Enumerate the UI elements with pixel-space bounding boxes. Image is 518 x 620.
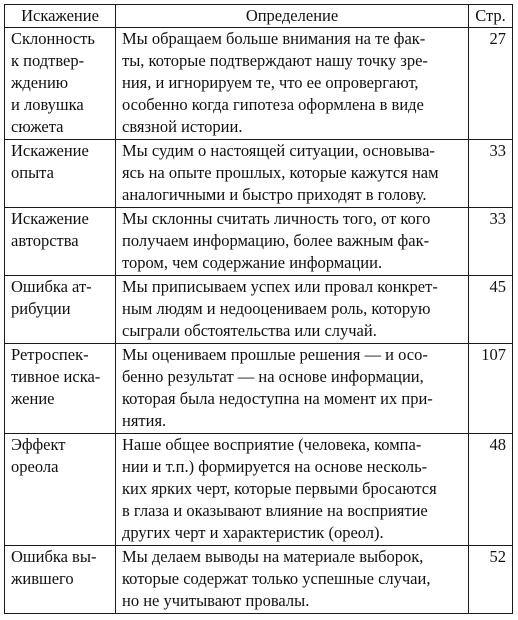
bias-page: 27 — [469, 28, 513, 140]
bias-name: Ретроспек- тивное иска- жение — [5, 344, 116, 434]
bias-definition: Мы делаем выводы на материале выборок, которые содержат только успешные случаи, но не учитывают провалы. — [116, 546, 469, 614]
bias-page: 48 — [469, 434, 513, 546]
bias-page: 33 — [469, 140, 513, 208]
table-row — [5, 276, 513, 344]
bias-definition: Мы приписываем успех или провал конкрет- ным людям и недооцениваем роль, которую сыграли обстоятельства или случай. — [116, 276, 469, 344]
bias-table — [4, 4, 513, 614]
bias-definition: Мы склонны считать личность того, от кого получаем информацию, более важным фак- тором, чем содержание информации. — [116, 208, 469, 276]
header-definition: Определение — [116, 5, 469, 28]
bias-name: Ошибка вы- жившего — [5, 546, 116, 614]
bias-name: Эффект ореола — [5, 434, 116, 546]
bias-name: Искажение опыта — [5, 140, 116, 208]
table-row — [5, 28, 513, 140]
bias-name: Искажение авторства — [5, 208, 116, 276]
bias-page: 33 — [469, 208, 513, 276]
table-row — [5, 208, 513, 276]
table-row — [5, 434, 513, 546]
bias-definition: Наше общее восприятие (человека, компа- нии и т.п.) формируется на основе несколь- ких ярких черт, которые первыми бросаются в глаза и оказывают влияние на восприятие других черт и характеристик (ореол). — [116, 434, 469, 546]
bias-name: Ошибка ат- рибуции — [5, 276, 116, 344]
header-page: Стр. — [469, 5, 513, 28]
bias-page: 107 — [469, 344, 513, 434]
bias-definition: Мы судим о настоящей ситуации, основыва- ясь на опыте прошлых, которые кажутся нам аналогичными и быстро приходят в голову. — [116, 140, 469, 208]
bias-definition: Мы обращаем больше внимания на те фак- ты, которые подтверждают нашу точку зре- ния, и игнорируем те, что ее опровергают, особенно когда гипотеза оформлена в виде связной истории. — [116, 28, 469, 140]
header-bias: Искажение — [5, 5, 116, 28]
bias-page: 45 — [469, 276, 513, 344]
bias-page: 52 — [469, 546, 513, 614]
bias-name: Склонность к подтвер- ждению и ловушка сюжета — [5, 28, 116, 140]
table-header-row — [5, 5, 513, 28]
bias-definition: Мы оцениваем прошлые решения — и осо- бенно результат — на основе информации, которая была недоступна на момент их при- нятия. — [116, 344, 469, 434]
table-row — [5, 140, 513, 208]
table-row — [5, 344, 513, 434]
table-row — [5, 546, 513, 614]
